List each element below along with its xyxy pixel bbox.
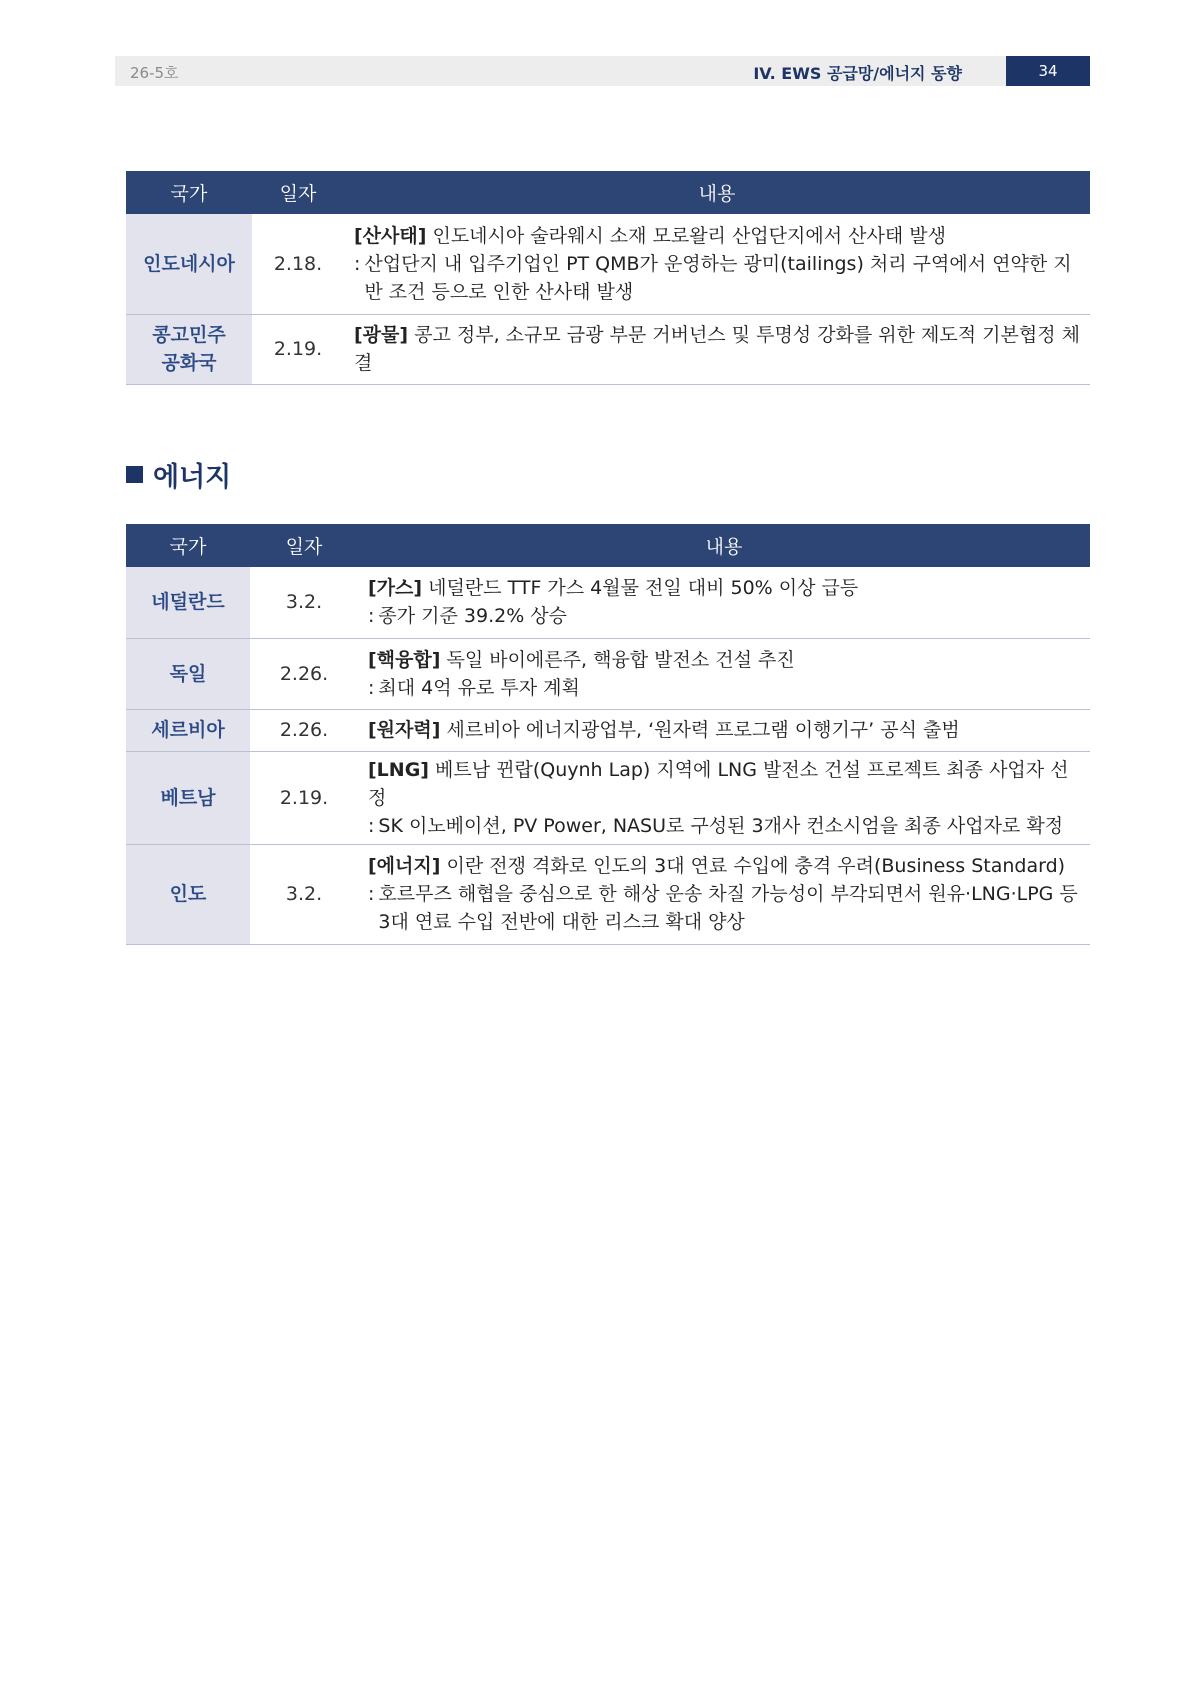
category-tag: [LNG] — [368, 758, 429, 781]
column-header-content: 내용 — [358, 524, 1090, 567]
table-row — [126, 567, 1090, 638]
date-cell: 2.26. — [250, 638, 358, 709]
content-cell — [358, 844, 1090, 944]
country-cell: 독일 — [126, 638, 250, 709]
headline-text: 세르비아 에너지광업부, ‘원자력 프로그램 이행기구’ 공식 출범 — [440, 719, 960, 741]
detail-text: 호르무즈 해협을 중심으로 한 해상 운송 차질 가능성이 부각되면서 원유·LNG·LPG 등 3대 연료 수입 전반에 대한 리스크 확대 양상 — [378, 883, 1078, 933]
column-header-content: 내용 — [344, 171, 1090, 214]
headline — [354, 222, 1080, 250]
headline-text: 베트남 뀐랍(Quynh Lap) 지역에 LNG 발전소 건설 프로젝트 최종 사업자 선정 — [368, 758, 1069, 809]
headline — [368, 756, 1080, 812]
detail — [368, 674, 1080, 702]
column-header-country: 국가 — [126, 524, 250, 567]
detail-text: 종가 기준 39.2% 상승 — [378, 605, 568, 628]
detail-marker: : — [368, 883, 375, 905]
date-cell: 3.2. — [250, 844, 358, 944]
country-cell: 네덜란드 — [126, 567, 250, 638]
energy-table — [126, 524, 1090, 945]
category-tag: [가스] — [368, 577, 423, 600]
category-tag: [산사태] — [354, 224, 427, 247]
country-cell: 세르비아 — [126, 709, 250, 751]
category-tag: [광물] — [354, 324, 409, 346]
table-row — [126, 709, 1090, 751]
detail-marker: : — [368, 676, 375, 699]
content-cell — [358, 751, 1090, 844]
country-cell: 인도네시아 — [126, 214, 252, 314]
detail-text: 최대 4억 유로 투자 계획 — [378, 676, 580, 699]
detail-marker: : — [368, 814, 375, 837]
table-row — [126, 214, 1090, 314]
content-cell — [358, 567, 1090, 638]
table-row — [126, 844, 1090, 944]
table-row — [126, 751, 1090, 844]
issue-number: 26-5호 — [130, 64, 179, 82]
table-header-row — [126, 524, 1090, 567]
headline — [368, 852, 1080, 880]
headline — [368, 646, 1080, 674]
headline-text: 독일 바이에른주, 핵융합 발전소 건설 추진 — [440, 648, 795, 671]
column-header-date: 일자 — [252, 171, 344, 214]
detail — [368, 602, 1080, 630]
detail-text: 산업단지 내 입주기업인 PT QMB가 운영하는 광미(tailings) 처리 구역에서 연약한 지반 조건 등으로 인한 산사태 발생 — [364, 252, 1072, 303]
date-cell: 3.2. — [250, 567, 358, 638]
supply-chain-table — [126, 171, 1090, 385]
headline — [368, 716, 1080, 744]
content-cell — [358, 638, 1090, 709]
table-header-row — [126, 171, 1090, 214]
headline — [354, 321, 1080, 377]
table-row — [126, 314, 1090, 384]
headline-text: 인도네시아 술라웨시 소재 모로왈리 산업단지에서 산사태 발생 — [426, 224, 946, 247]
page-header — [115, 56, 1090, 86]
detail-text: SK 이노베이션, PV Power, NASU로 구성된 3개사 컨소시엄을 최종 사업자로 확정 — [378, 814, 1064, 837]
category-tag: [원자력] — [368, 719, 441, 741]
detail — [368, 880, 1080, 936]
section-title: IV. EWS 공급망/에너지 동향 — [753, 64, 962, 83]
headline — [368, 574, 1080, 602]
content-cell — [344, 314, 1090, 384]
date-cell: 2.26. — [250, 709, 358, 751]
content-cell — [344, 214, 1090, 314]
country-cell: 인도 — [126, 844, 250, 944]
content-cell — [358, 709, 1090, 751]
detail — [368, 812, 1080, 840]
detail-marker: : — [354, 252, 361, 275]
column-header-date: 일자 — [250, 524, 358, 567]
table-row — [126, 638, 1090, 709]
country-cell: 베트남 — [126, 751, 250, 844]
headline-text: 이란 전쟁 격화로 인도의 3대 연료 수입에 충격 우려(Business Standard) — [440, 855, 1066, 877]
date-cell: 2.19. — [250, 751, 358, 844]
page-number: 34 — [1006, 56, 1090, 86]
date-cell: 2.19. — [252, 314, 344, 384]
category-tag: [핵융합] — [368, 648, 441, 671]
country-cell: 콩고민주 공화국 — [126, 314, 252, 384]
category-tag: [에너지] — [368, 855, 441, 877]
date-cell: 2.18. — [252, 214, 344, 314]
energy-section-heading — [126, 455, 231, 494]
detail-marker: : — [368, 605, 375, 628]
headline-text: 콩고 정부, 소규모 금광 부문 거버넌스 및 투명성 강화를 위한 제도적 기본협정 체결 — [354, 324, 1080, 374]
headline-text: 네덜란드 TTF 가스 4월물 전일 대비 50% 이상 급등 — [422, 577, 859, 600]
square-bullet-icon — [126, 466, 143, 483]
detail — [354, 250, 1080, 306]
energy-heading-text: 에너지 — [153, 462, 232, 493]
column-header-country: 국가 — [126, 171, 252, 214]
